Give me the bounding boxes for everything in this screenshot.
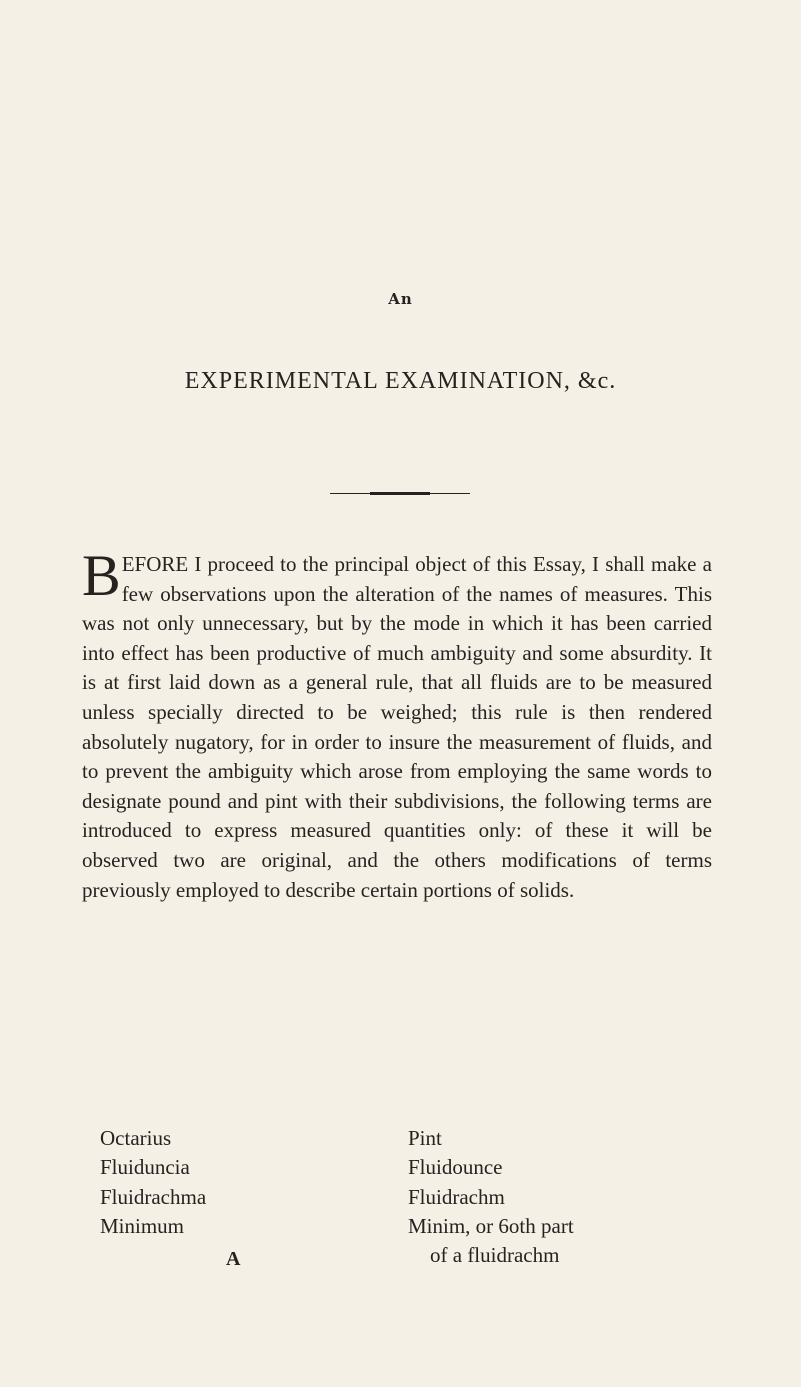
english-term: Minim, or 6oth part bbox=[408, 1214, 574, 1238]
english-term-continuation: of a fluidrachm bbox=[430, 1243, 560, 1267]
drop-cap: B bbox=[82, 543, 121, 608]
decorative-rule bbox=[330, 492, 470, 495]
rule-ornament bbox=[370, 492, 430, 495]
latin-term: Fluidrachma bbox=[100, 1185, 207, 1209]
latin-term: Fluiduncia bbox=[100, 1155, 190, 1179]
english-term: Pint bbox=[408, 1126, 442, 1150]
chapter-heading: EXPERIMENTAL EXAMINATION, &c. bbox=[184, 368, 617, 394]
latin-term: Octarius bbox=[100, 1126, 172, 1150]
pre-heading: An bbox=[388, 290, 413, 308]
body-paragraph bbox=[82, 543, 712, 905]
english-term: Fluidrachm bbox=[408, 1185, 505, 1209]
english-term: Fluidounce bbox=[408, 1155, 503, 1179]
catchword: A bbox=[226, 1248, 241, 1270]
opening-word: EFORE bbox=[121, 552, 189, 576]
latin-term: Minimum bbox=[100, 1214, 185, 1238]
paragraph-text: I proceed to the principal object of this Essay, I shall make a few observations upon the alteration of the names of measures. This was not only unnecessary, but by the mode in which it has been carried into effect has been productive of much ambiguity and some absurdity. It is at first laid down as a general rule, that all fluids are to be measured unless specially directed to be weighed; this rule is then rendered absolutely nugatory, for in order to insure the measurement of fluids, and to prevent the ambiguity which arose from employing the same words to designate pound and pint with their subdivisions, the following terms are introduced to express measured quantities only: of these it will be observed two are original, and the others modifications of terms previously employed to describe certain portions of solids. bbox=[82, 552, 712, 902]
